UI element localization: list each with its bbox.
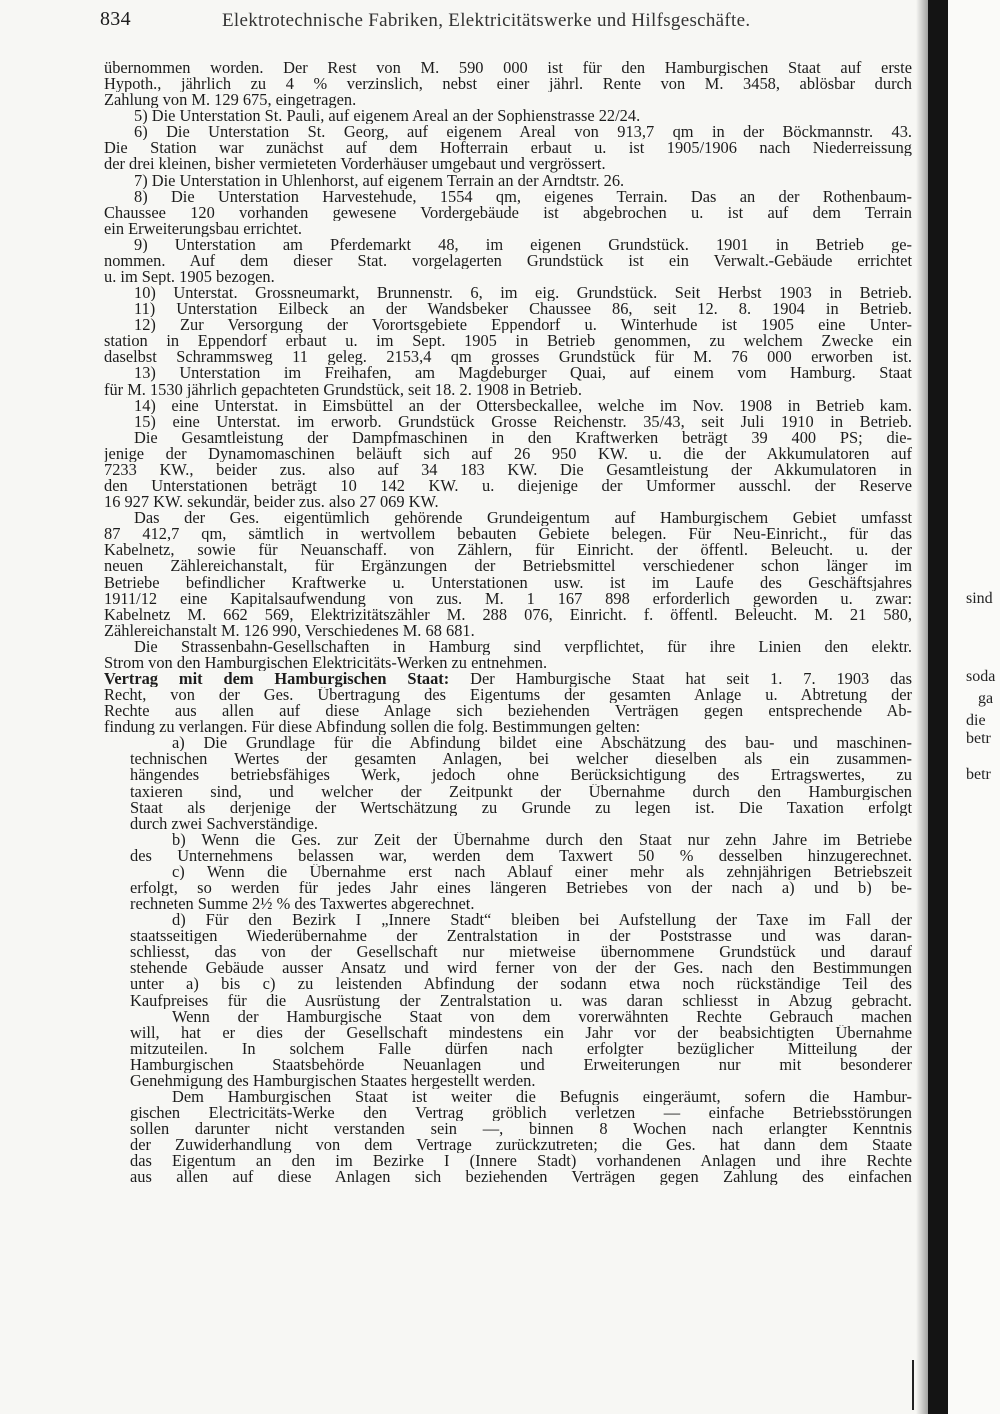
text-line: will, hat er dies der Gesellschaft mindestens ein Jahr vor der beabsichtigten Übernahme bbox=[130, 1024, 912, 1041]
text-line: Zählereichanstalt M. 126 990, Verschiedenes M. 68 681. bbox=[104, 622, 475, 639]
adjacent-page-fragment: betr bbox=[966, 730, 991, 747]
adjacent-page-fragment: ga bbox=[978, 690, 994, 707]
text-line: schliesst, das von der Gesellschaft nur mietweise übernommene Grundstück und darauf bbox=[130, 944, 912, 961]
text-line: Staat als derjenige der Wertschätzung zu Grunde zu legen ist. Die Taxation erfolgt bbox=[130, 799, 912, 816]
text-line: 14) eine Unterstat. in Eimsbüttel an der Ottersbeckallee, welche im Nov. 1908 in Betrieb kam. bbox=[134, 397, 912, 414]
text-line: Chaussee 120 vorhanden gewesene Vordergebäude ist abgebrochen u. ist auf dem Terrain bbox=[104, 204, 912, 221]
text-line: 9) Unterstation am Pferdemarkt 48, im eigenen Grundstück. 1901 in Betrieb ge- bbox=[134, 236, 912, 253]
text-line: d) Für den Bezirk I „Innere Stadt“ bleiben bei Aufstellung der Taxe im Fall der bbox=[172, 912, 912, 929]
text-line: Zahlung von M. 129 675, eingetragen. bbox=[104, 92, 357, 109]
section-text: Der Hamburgische Staat hat seit 1. 7. 1903 das bbox=[449, 670, 912, 688]
text-line: der drei kleinen, bisher vermieteten Vorderhäuser umgebaut und vergrössert. bbox=[104, 156, 606, 173]
text-line: u. im Sept. 1905 bezogen. bbox=[104, 269, 275, 286]
adjacent-page-fragment: die bbox=[966, 712, 986, 729]
margin-rule bbox=[912, 1360, 914, 1410]
text-line: aus allen auf diese Anlagen sich beziehenden Verträgen gegen Zahlung des einfachen bbox=[130, 1169, 912, 1186]
text-line: Das der Ges. eigentümlich gehörende Grundeigentum auf Hamburgischem Gebiet umfasst bbox=[134, 510, 912, 527]
text-line: Strom von den Hamburgischen Elektricitäts-Werken zu entnehmen. bbox=[104, 654, 548, 671]
text-line: neuen Zählereichanstalt, für Ergänzungen der Betriebsmittel verschiedener schon länger im bbox=[104, 558, 912, 575]
text-line: 6) Die Unterstation St. Georg, auf eigenem Areal von 913,7 qm in der Böckmannstr. 43. bbox=[134, 124, 912, 141]
text-line: den Unterstationen beträgt 10 142 KW. u. diejenige der Umformer ausschl. der Reserve bbox=[104, 478, 912, 495]
binding-shadow bbox=[916, 0, 928, 1414]
text-line: durch zwei Sachverständige. bbox=[130, 815, 318, 832]
text-line: c) Wenn die Übernahme erst nach Ablauf einer mehr als zehnjährigen Betriebszeit bbox=[172, 863, 912, 880]
text-line: für M. 1530 jährlich gepachteten Grundstück, seit 18. 2. 1908 in Betrieb. bbox=[104, 381, 582, 398]
text-line: Recht, von der Ges. Übertragung des Eigentums der gesamten Anlage u. Abtretung der bbox=[104, 687, 912, 704]
text-line: 13) Unterstation im Freihafen, am Magdeburger Quai, auf einem vom Hamburg. Staat bbox=[134, 365, 912, 382]
text-line: sollen darunter nicht verstanden sein —, binnen 8 Wochen nach erlangter Kenntnis bbox=[130, 1121, 912, 1138]
text-line: Wenn der Hamburgische Staat von dem vorerwähnten Rechte Gebrauch machen bbox=[172, 1008, 912, 1025]
text-line: Die Station war zunächst auf dem Hofterrain erbaut u. ist 1905/1906 nach Niederreissung bbox=[104, 140, 912, 157]
text-line: Rechte aus allen auf diese Anlage sich beziehenden Verträgen gegen entsprechende Ab- bbox=[104, 703, 912, 720]
adjacent-page-fragment: betr bbox=[966, 766, 991, 783]
text-line: übernommen worden. Der Rest von M. 590 000 ist für den Hamburgischen Staat auf erste bbox=[104, 60, 912, 77]
text-line bbox=[104, 671, 912, 687]
text-line: Kabelnetz M. 662 569, Elektrizitätszähler M. 288 076, Einricht. f. öffentl. Beleucht. M. 21 580, bbox=[104, 606, 912, 623]
text-line: jenige der Dynamomaschinen beläuft sich auf 26 950 KW. u. die der Akkumulatoren auf bbox=[104, 445, 912, 462]
text-line: 87 412,7 qm, sämtlich in wertvollem bebauten Gebiete belegen. Für Neu-Einricht., für das bbox=[104, 526, 912, 543]
text-line: Die Strassenbahn-Gesellschaften in Hamburg sind verpflichtet, für ihre Linien den elektr. bbox=[134, 638, 912, 655]
text-line: der Zuwiderhandlung von dem Vertrage zurückzutreten; die Ges. hat dann dem Staate bbox=[130, 1137, 912, 1154]
text-line: findung zu verlangen. Für diese Abfindung sollen die folg. Bestimmungen gelten: bbox=[104, 719, 641, 736]
text-line: mitzuteilen. In solchem Falle dürfen nach erfolgter bezüglicher Mitteilung der bbox=[130, 1040, 912, 1057]
text-line: 11) Unterstation Eilbeck an der Wandsbeker Chaussee 86, seit 12. 8. 1904 in Betrieb. bbox=[134, 301, 912, 318]
text-line: a) Die Grundlage für die Abfindung bildet eine Abschätzung des bau- und maschinen- bbox=[172, 735, 912, 752]
body-text bbox=[104, 60, 912, 1185]
text-line: unter a) bis c) zu leistenden Abfindung der sodann etwa noch rückständige Teil des bbox=[130, 976, 912, 993]
text-line: 7233 KW., beider zus. also auf 34 183 KW. Die Gesamtleistung der Akkumulatoren in bbox=[104, 461, 912, 479]
text-line: 8) Die Unterstation Harvestehude, 1554 qm, eigenes Terrain. Das an der Rothenbaum- bbox=[134, 188, 912, 205]
text-line: stehende Gebäude ausser Ansatz und wird ferner von der der Ges. nach den Bestimmungen bbox=[130, 960, 912, 977]
binding-gutter bbox=[928, 0, 948, 1414]
text-line: b) Wenn die Ges. zur Zeit der Übernahme durch den Staat nur zehn Jahre im Betriebe bbox=[172, 831, 912, 848]
text-line: das Eigentum an den im Bezirke I (Innere Stadt) vorhandenen Anlagen und ihre Rechte bbox=[130, 1153, 912, 1170]
section-heading: Vertrag mit dem Hamburgischen Staat: bbox=[104, 670, 450, 688]
text-line: nommen. Auf dem dieser Stat. vorgelagerten Grundstück ist ein Verwalt.-Gebäude errichtet bbox=[104, 252, 912, 270]
text-line: 15) eine Unterstat. im erworb. Grundstück Grosse Reichenstr. 35/43, seit Juli 1910 in Betrieb. bbox=[134, 413, 912, 430]
text-line: Dem Hamburgischen Staat ist weiter die Befugnis eingeräumt, sofern die Hambur- bbox=[172, 1089, 912, 1106]
text-line: ein Erweiterungsbau errichtet. bbox=[104, 220, 302, 237]
text-line: 7) Die Unterstation in Uhlenhorst, auf eigenem Terrain an der Arndtstr. 26. bbox=[134, 172, 625, 189]
text-line: hängendes betriebsfähiges Werk, jedoch ohne Berücksichtigung des Ertragswertes, zu bbox=[130, 767, 912, 784]
text-line: des Unternehmens belassen war, werden dem Taxwert 50 % desselben hinzugerechnet. bbox=[130, 847, 912, 864]
text-line: Kabelnetz, sowie für Neuanschaff. von Zählern, für Einricht. der öffentl. Beleucht. u. der bbox=[104, 542, 912, 559]
adjacent-page-fragment: sind bbox=[966, 590, 993, 607]
text-line: 10) Unterstat. Grossneumarkt, Brunnenstr. 6, im eig. Grundstück. Seit Herbst 1903 in Betrieb. bbox=[134, 285, 912, 302]
text-line: daselbst Schrammsweg 11 geleg. 2153,4 qm grosses Grundstück für M. 76 000 erworben ist. bbox=[104, 349, 912, 366]
adjacent-page-fragment: soda bbox=[966, 668, 996, 685]
text-line: 5) Die Unterstation St. Pauli, auf eigenem Areal an der Sophienstrasse 22/24. bbox=[134, 108, 641, 125]
text-line: Kaufpreises für die Ausrüstung der Zentralstation u. was daran schliesst in Abzug gebracht. bbox=[130, 992, 912, 1009]
text-line: taxieren sind, und welcher der Zeitpunkt der Übernahme durch den Hamburgischen bbox=[130, 783, 912, 800]
text-line: 1911/12 eine Kapitalsaufwendung von zus. M. 1 167 898 erforderlich geworden u. zwar: bbox=[104, 590, 912, 607]
text-line: technischen Wertes der gesamten Anlagen, bei welcher dieselben als ein zusammen- bbox=[130, 751, 912, 768]
adjacent-page-edge bbox=[948, 0, 1000, 1414]
text-line: station in Eppendorf erbaut u. im Sept. 1905 in Betrieb genommen, zu welchem Zwecke ein bbox=[104, 333, 912, 350]
text-line: 12) Zur Versorgung der Vorortsgebiete Eppendorf u. Winterhude ist 1905 eine Unter- bbox=[134, 317, 912, 334]
page-header bbox=[100, 8, 920, 38]
text-line: Genehmigung des Hamburgischen Staates hergestellt werden. bbox=[130, 1072, 536, 1089]
text-line: Hypoth., jährlich zu 4 % verzinslich, nebst einer jährl. Rente von M. 3458, ablösbar durch bbox=[104, 76, 912, 93]
text-line: rechneten Summe 2½ % des Taxwertes abgerechnet. bbox=[130, 896, 475, 913]
text-line: gischen Electricitäts-Werke den Vertrag gröblich verletzen — einfache Betriebsstörungen bbox=[130, 1105, 912, 1122]
running-title: Elektrotechnische Fabriken, Elektricitätswerke und Hilfsgeschäfte. bbox=[222, 10, 751, 31]
text-line: erfolgt, so werden für jedes Jahr eines längeren Betriebes von der nach a) und b) be- bbox=[130, 879, 912, 897]
text-line: 16 927 KW. sekundär, beider zus. also 27 069 KW. bbox=[104, 494, 439, 511]
text-line: Die Gesamtleistung der Dampfmaschinen in den Kraftwerken beträgt 39 400 PS; die- bbox=[134, 429, 912, 446]
page-number: 834 bbox=[100, 8, 131, 30]
text-line: Betriebe befindlicher Kraftwerke u. Unterstationen usw. ist im Laufe des Geschäftsjahres bbox=[104, 574, 912, 591]
text-line: Hamburgischen Staatsbehörde Neuanlagen und Erweiterungen nur mit besonderer bbox=[130, 1056, 912, 1073]
text-line: staatsseitigen Wiederübernahme der Zentralstation in der Poststrasse und was daran- bbox=[130, 928, 912, 945]
